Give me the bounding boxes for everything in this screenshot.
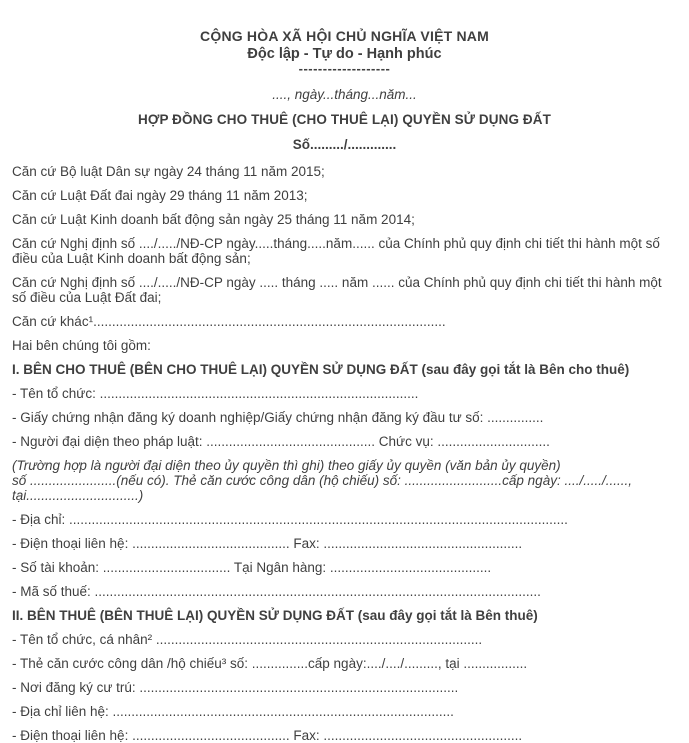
lessee-id-card-line: - Thẻ căn cước công dân /hộ chiếu³ số: ...............cấp ngày:..../..../........., tại ................. <box>12 656 528 671</box>
contract-number-line: Số........./............. <box>292 137 397 152</box>
header-divider: ------------------- <box>298 61 391 76</box>
parties-intro: Hai bên chúng tôi gồm: <box>12 338 151 353</box>
lessor-legal-representative-line: - Người đại diện theo pháp luật: ............................................. Chức vụ: .............................. <box>12 434 550 449</box>
legal-basis-real-estate-law: Căn cứ Luật Kinh doanh bất động sản ngày 25 tháng 11 năm 2014; <box>12 212 415 227</box>
document-body <box>12 164 677 743</box>
date-line: ...., ngày...tháng...năm... <box>272 87 417 102</box>
legal-basis-decree-real-estate: Căn cứ Nghị định số ..../...../NĐ-CP ngày.....tháng.....năm...... của Chính phủ quy định chi tiết thi hành một số điều của Luật Kinh doanh bất động sản; <box>12 236 660 266</box>
contract-title: HỢP ĐỒNG CHO THUÊ (CHO THUÊ LẠI) QUYỀN SỬ DỤNG ĐẤT <box>138 112 551 127</box>
lessor-authorization-note <box>12 458 677 503</box>
authorization-note-line: số .......................(nếu có). Thẻ căn cước công dân (hộ chiếu) số: ..........................cấp ngày: ..../...../......, <box>12 473 632 488</box>
legal-basis-decree-land: Căn cứ Nghị định số ..../...../NĐ-CP ngày ..... tháng ..... năm ...... của Chính phủ quy định chi tiết thi hành một số điều của Luật Đất đai; <box>12 275 662 305</box>
lessor-tax-code-line: - Mã số thuế: ....................................................................................................................... <box>12 584 541 599</box>
lessee-residence-line: - Nơi đăng ký cư trú: ..................................................................................... <box>12 680 459 695</box>
lessee-name-line: - Tên tổ chức, cá nhân² ....................................................................................... <box>12 632 483 647</box>
legal-basis-civil-code: Căn cứ Bộ luật Dân sự ngày 24 tháng 11 năm 2015; <box>12 164 325 179</box>
authorization-note-line: tại..............................) <box>12 488 144 503</box>
legal-basis-other: Căn cứ khác¹.............................................................................................. <box>12 314 446 329</box>
section-lessee-heading: II. BÊN THUÊ (BÊN THUÊ LẠI) QUYỀN SỬ DỤNG ĐẤT (sau đây gọi tắt là Bên thuê) <box>12 608 538 623</box>
legal-basis-land-law: Căn cứ Luật Đất đai ngày 29 tháng 11 năm 2013; <box>12 188 308 203</box>
authorization-note-line: (Trường hợp là người đại diện theo ủy quyền thì ghi) theo giấy ủy quyền (văn bản ủy quyền) <box>12 458 561 473</box>
document-header <box>12 27 677 153</box>
lessor-bank-account-line: - Số tài khoản: .................................. Tại Ngân hàng: ........................................... <box>12 560 492 575</box>
lessor-phone-fax-line: - Điện thoại liên hệ: .......................................... Fax: ..................................................... <box>12 536 523 551</box>
lessee-contact-address-line: - Địa chỉ liên hệ: ........................................................................................... <box>12 704 454 719</box>
lessor-organization-name-line: - Tên tổ chức: ..................................................................................... <box>12 386 419 401</box>
lessor-registration-number-line: - Giấy chứng nhận đăng ký doanh nghiệp/Giấy chứng nhận đăng ký đầu tư số: ............... <box>12 410 544 425</box>
lessor-address-line: - Địa chỉ: ..................................................................................................................................... <box>12 512 568 527</box>
national-title: CỘNG HÒA XÃ HỘI CHỦ NGHĨA VIỆT NAM <box>200 28 489 44</box>
lessee-phone-fax-line: - Điện thoại liên hệ: .......................................... Fax: ..................................................... <box>12 728 523 743</box>
national-motto: Độc lập - Tự do - Hạnh phúc <box>247 46 442 62</box>
section-lessor-heading: I. BÊN CHO THUÊ (BÊN CHO THUÊ LẠI) QUYỀN SỬ DỤNG ĐẤT (sau đây gọi tắt là Bên cho thuê) <box>12 362 630 377</box>
